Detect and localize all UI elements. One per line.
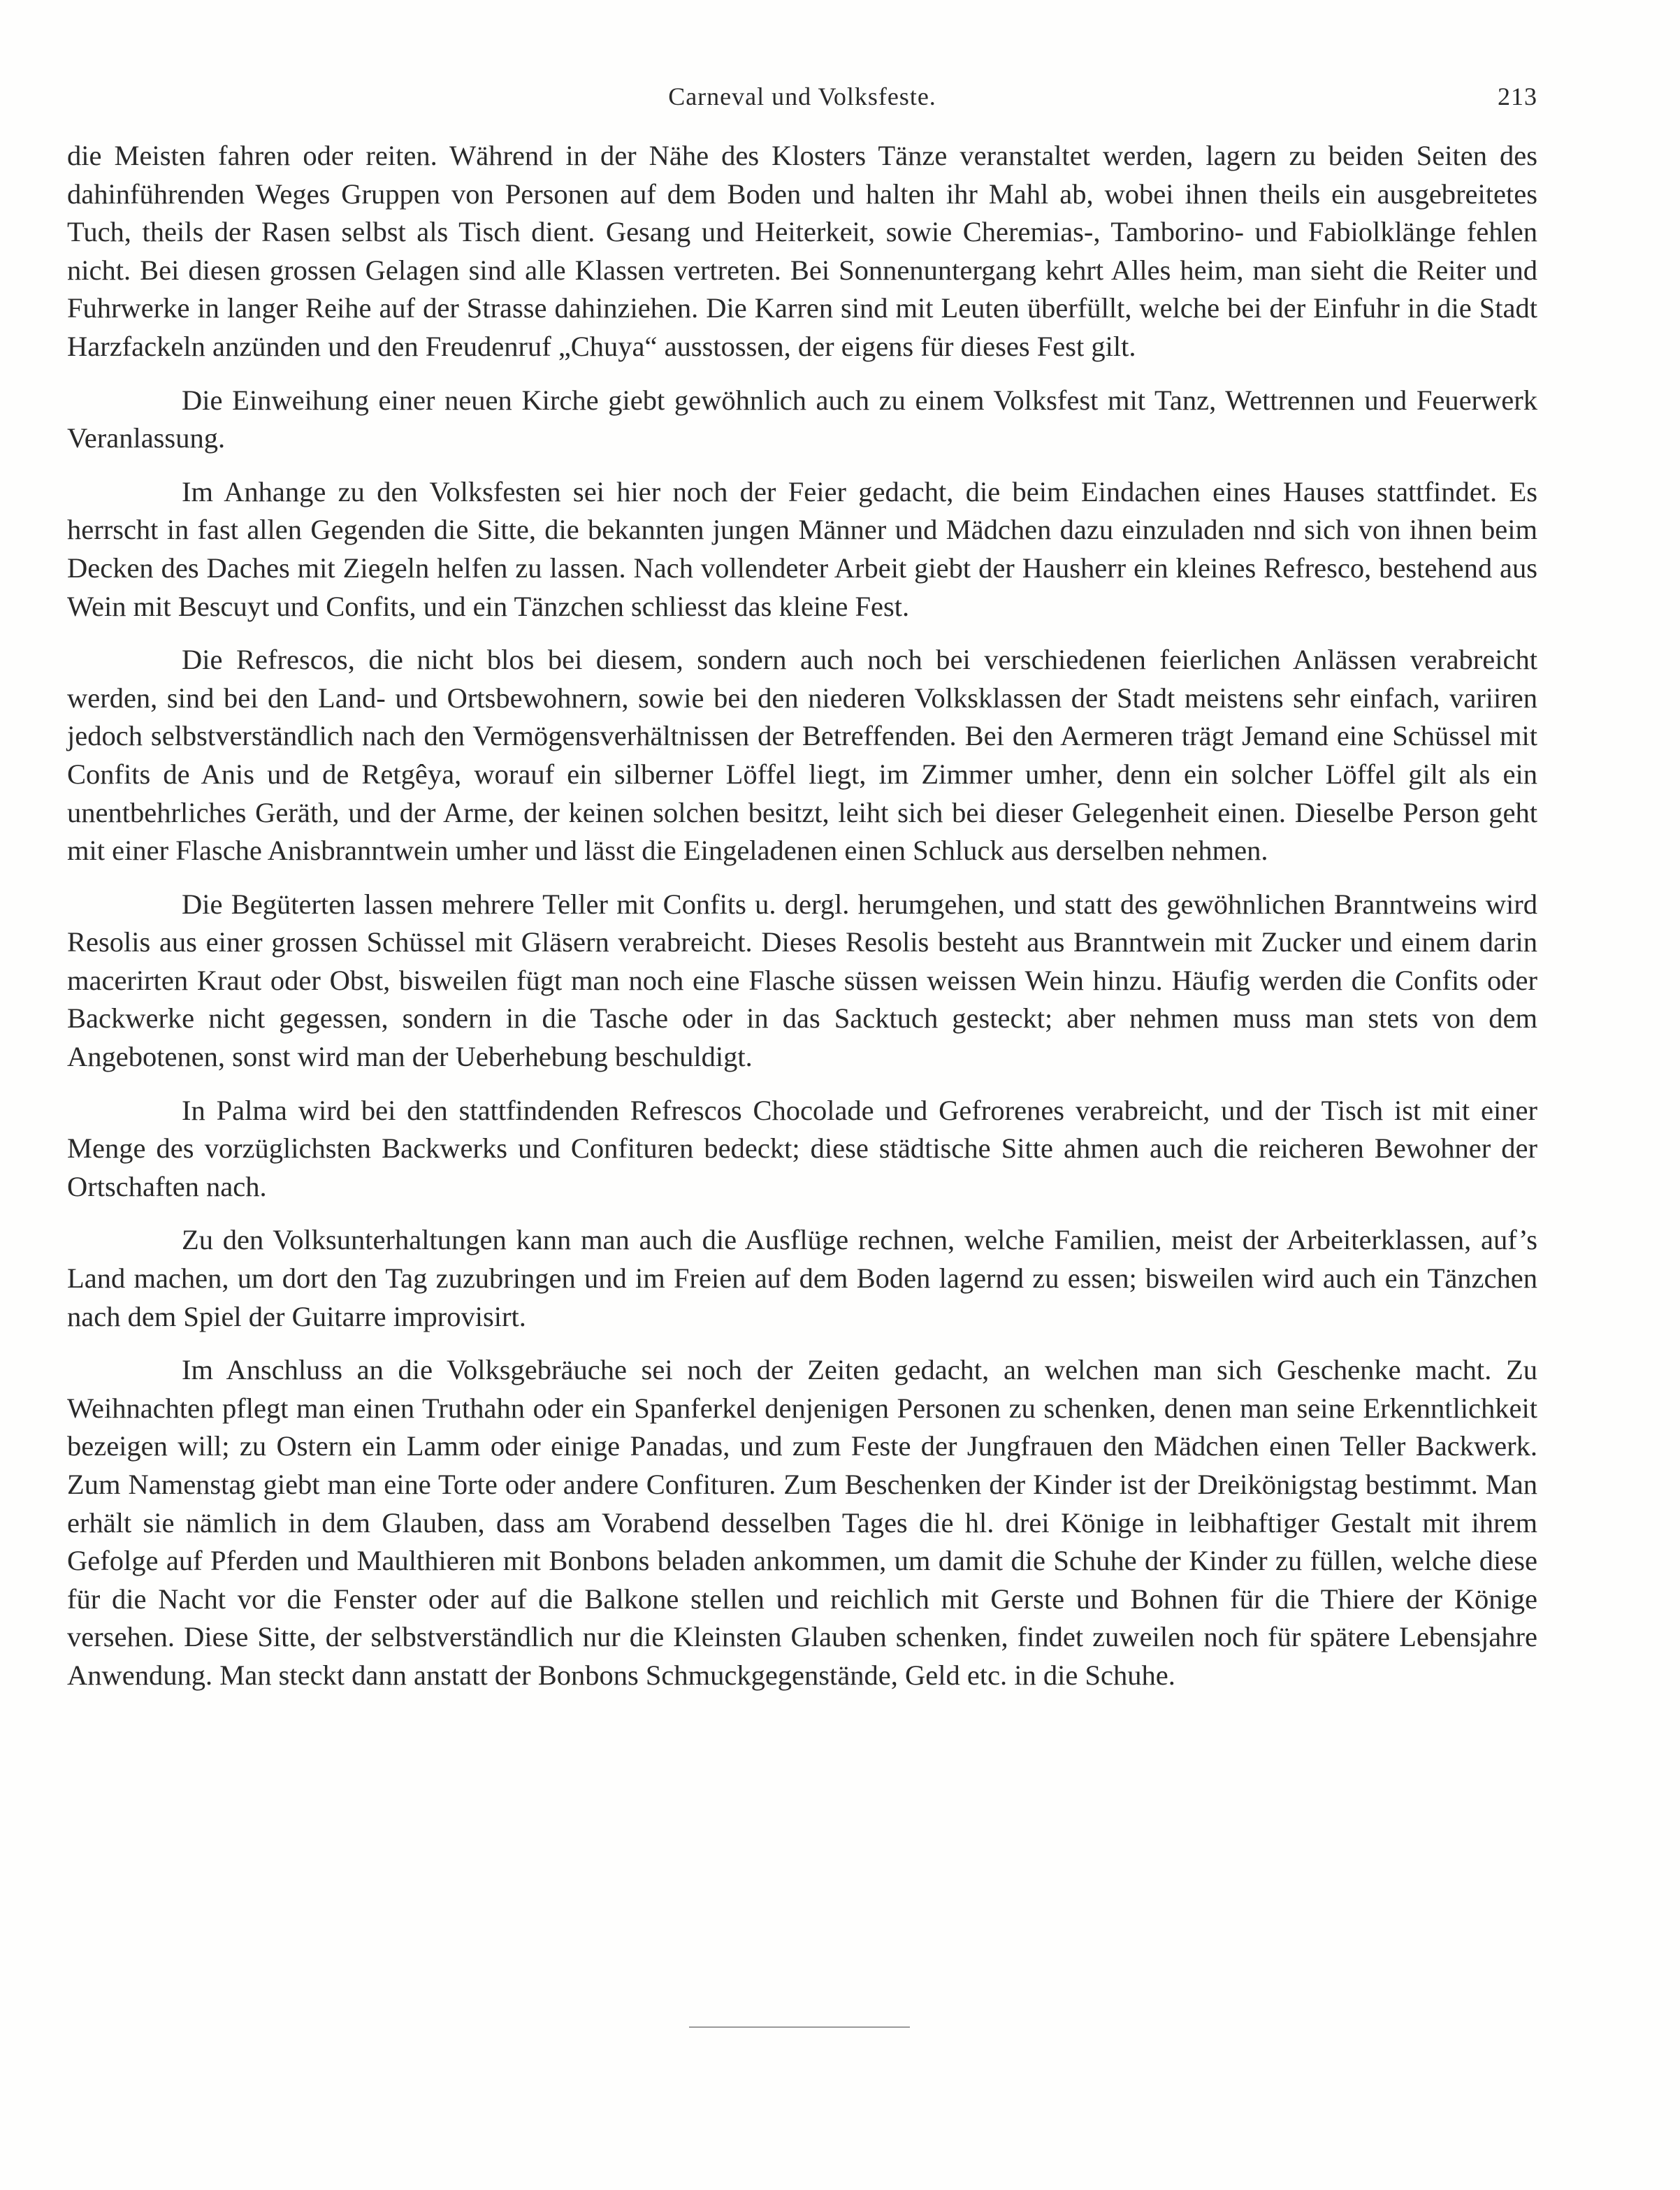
paragraph-roofing-feast: Im Anhange zu den Volksfesten sei hier noch der Feier gedacht, die beim Eindachen eines Hauses stattfindet. Es herrscht in fast allen Gegenden die Sitte, die bekannten jungen Männer und Mädchen dazu einzuladen nnd sich von ihnen beim Decken des Daches mit Ziegeln helfen zu lassen. Nach vollendeter Arbeit giebt der Hausherr ein kleines Refresco, bestehend aus Wein mit Bescuyt und Confits, und ein Tänzchen schliesst das kleine Fest. [67, 475, 1537, 622]
paragraph-wealthy-refrescos: Die Begüterten lassen mehrere Teller mit Confits u. dergl. herumgehen, und statt des gewöhnlichen Branntweins wird Resolis aus einer grossen Schüssel mit Gläsern verabreicht. Dieses Resolis besteht aus Branntwein mit Zucker und einem darin macerirten Kraut oder Obst, bisweilen fügt man noch eine Flasche süssen weissen Wein hinzu. Häufig werden die Confits oder Backwerke nicht gegessen, sondern in die Tasche oder in das Sacktuch gesteckt; aber nehmen muss man stets von dem Angebotenen, sonst wird man der Ueberhebung beschuldigt. [67, 888, 1537, 1073]
paragraph-refrescos: Die Refrescos, die nicht blos bei diesem, sondern auch noch bei verschiedenen feierlichen Anlässen verabreicht werden, sind bei den Land- und Ortsbewohnern, sowie bei den niederen Volksklassen der Stadt meistens sehr einfach, variiren jedoch selbstverständlich nach den Vermögensverhältnissen der Betreffenden. Bei den Aermeren trägt Jemand eine Schüssel mit Confits de Anis und de Retgêya, worauf ein silberner Löffel liegt, im Zimmer umher, denn ein solcher Löffel gilt als ein unentbehrliches Geräth, und der Arme, der keinen solchen besitzt, leiht sich bei dieser Gelegenheit einen. Dieselbe Person geht mit einer Flasche Anisbranntwein umher und lässt die Eingeladenen einen Schluck aus derselben nehmen. [67, 644, 1537, 867]
body-text [67, 137, 1537, 1710]
paragraph-gifts: Im Anschluss an die Volksgebräuche sei noch der Zeiten gedacht, an welchen man sich Geschenke macht. Zu Weihnachten pflegt man einen Truthahn oder ein Spanferkel denjenigen Personen zu schenken, denen man seine Erkenntlichkeit bezeigen will; zu Ostern ein Lamm oder einige Panadas, und zum Feste der Jungfrauen den Mädchen einen Teller Backwerk. Zum Namenstag giebt man eine Torte oder andere Confituren. Zum Beschenken der Kinder ist der Dreikönigstag bestimmt. Man erhält sie nämlich in dem Glauben, dass am Vorabend desselben Tages die hl. drei Könige in leibhaftiger Gestalt mit ihrem Gefolge auf Pferden und Maulthieren mit Bonbons beladen ankommen, um damit die Schuhe der Kinder zu füllen, welche diese für die Nacht vor die Fenster oder auf die Balkone stellen und reichlich mit Gerste und Bohnen für die Thiere der Könige versehen. Diese Sitte, der selbstverständlich nur die Kleinsten Glauben schenken, findet zuweilen noch für spätere Lebensjahre Anwendung. Man steckt dann anstatt der Bonbons Schmuckgegenstände, Geld etc. in die Schuhe. [67, 1354, 1537, 1691]
paragraph-excursions: Zu den Volksunterhaltungen kann man auch die Ausflüge rechnen, welche Familien, meist der Arbeiterklassen, auf’s Land machen, um dort den Tag zuzubringen und im Freien auf dem Boden lagernd zu essen; bisweilen wird auch ein Tänzchen nach dem Spiel der Guitarre improvisirt. [67, 1224, 1537, 1332]
running-title: Carneval und Volksfeste. [668, 82, 936, 110]
running-head [67, 75, 1537, 117]
page-number: 213 [1498, 82, 1537, 110]
paragraph-palma: In Palma wird bei den stattfindenden Refrescos Chocolade und Gefrorenes verabreicht, und der Tisch ist mit einer Menge des vorzüglichsten Backwerks und Confituren bedeckt; diese städtische Sitte ahmen auch die reicheren Bewohner der Ortschaften nach. [67, 1094, 1537, 1202]
end-separator-rule [689, 2026, 910, 2028]
paragraph-church-consecration: Die Einweihung einer neuen Kirche giebt gewöhnlich auch zu einem Volksfest mit Tanz, Wettrennen und Feuerwerk Veranlassung. [67, 384, 1537, 454]
paragraph-continued: die Meisten fahren oder reiten. Während in der Nähe des Klosters Tänze veranstaltet werden, lagern zu beiden Seiten des dahinführenden Weges Gruppen von Personen auf dem Boden und halten ihr Mahl ab, wobei ihnen theils ein ausgebreitetes Tuch, theils der Rasen selbst als Tisch dient. Gesang und Heiterkeit, sowie Cheremias-, Tamborino- und Fabiolklänge fehlen nicht. Bei diesen grossen Gelagen sind alle Klassen vertreten. Bei Sonnenuntergang kehrt Alles heim, man sieht die Reiter und Fuhrwerke in langer Reihe auf der Strasse dahinziehen. Die Karren sind mit Leuten überfüllt, welche bei der Einfuhr in die Stadt Harzfackeln anzünden und den Freudenruf „Chuya“ ausstossen, der eigens für dieses Fest gilt. [67, 140, 1537, 362]
